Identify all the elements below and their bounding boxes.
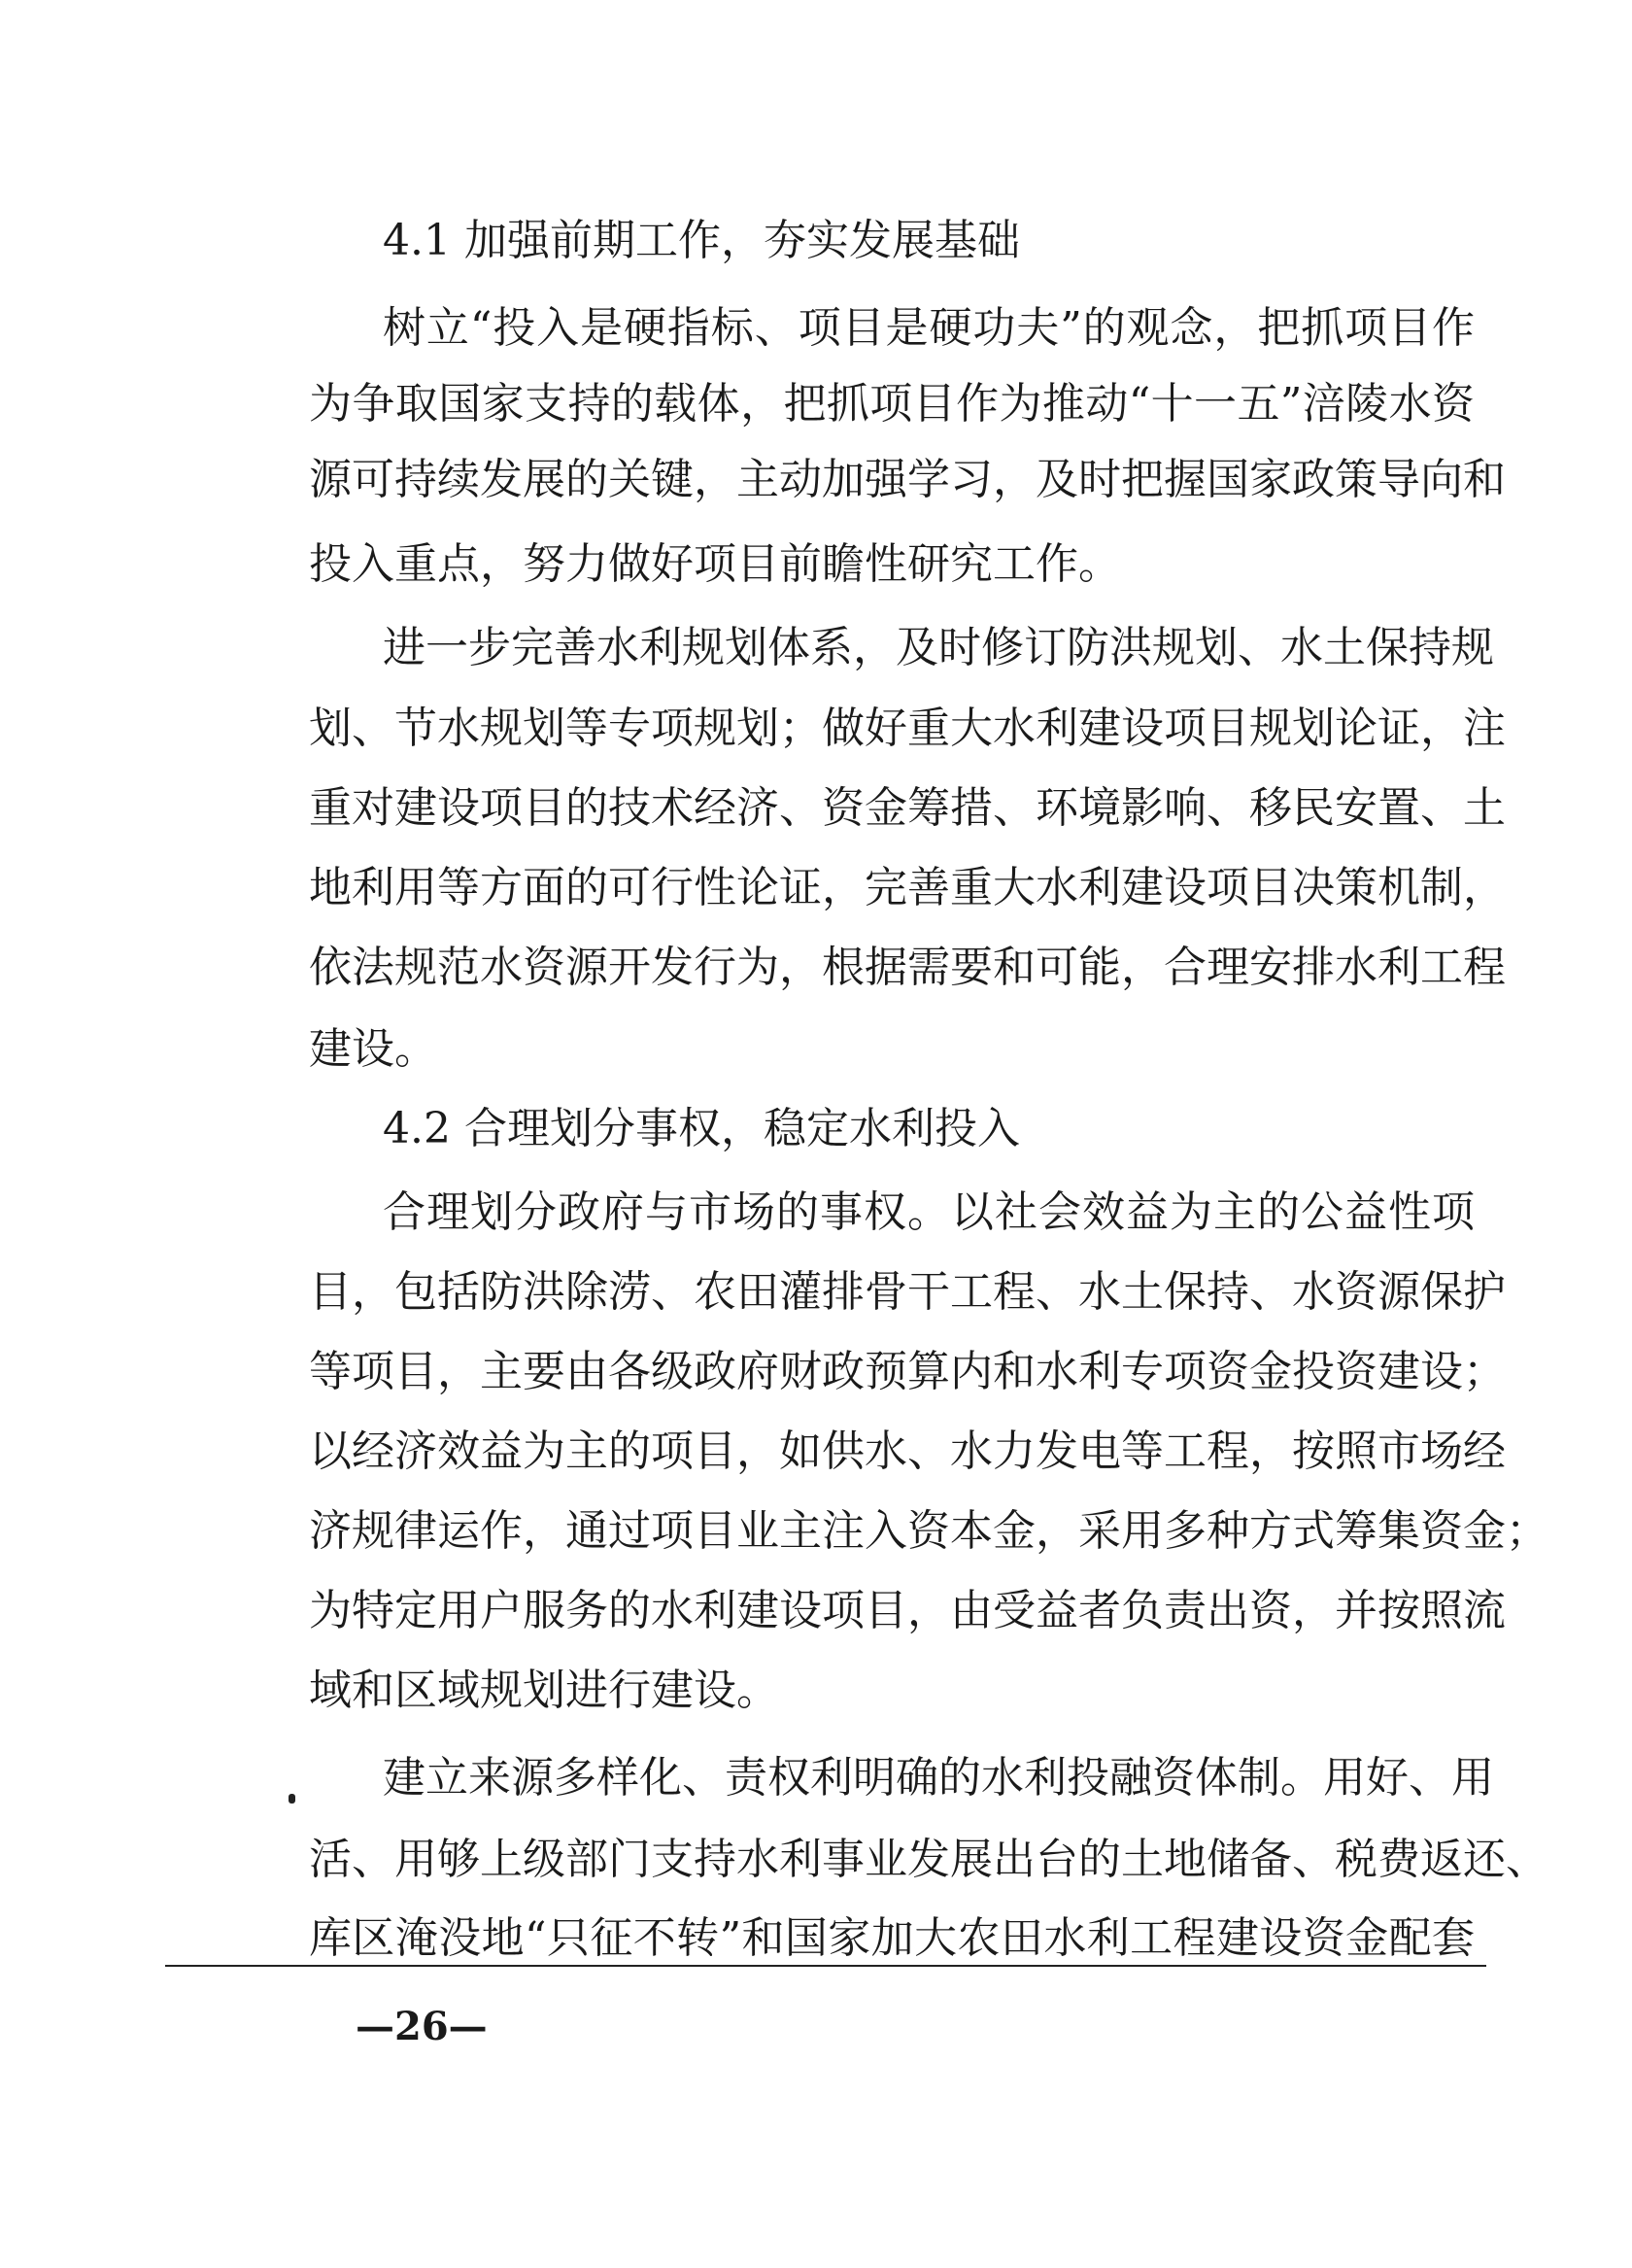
paragraph-line: 地利用等方面的可行性论证，完善重大水利建设项目决策机制， <box>309 863 1506 912</box>
paragraph-line: 域和区域规划进行建设。 <box>309 1666 779 1715</box>
paragraph-line: 建立来源多样化、责权利明确的水利投融资体制。用好、用 <box>383 1753 1494 1803</box>
paragraph-line: 投入重点，努力做好项目前瞻性研究工作。 <box>309 539 1121 589</box>
paragraph-line: 为争取国家支持的载体，把抓项目作为推动“十一五”涪陵水资 <box>309 379 1475 429</box>
paragraph-line: 以经济效益为主的项目，如供水、水力发电等工程，按照市场经 <box>309 1426 1506 1476</box>
paragraph-line: 重对建设项目的技术经济、资金筹措、环境影响、移民安置、土 <box>309 783 1506 833</box>
paragraph-line: 树立“投入是硬指标、项目是硬功夫”的观念，把抓项目作 <box>383 303 1475 353</box>
paragraph-line: 库区淹没地“只征不转”和国家加大农田水利工程建设资金配套 <box>309 1913 1475 1963</box>
paragraph-line: 进一步完善水利规划体系，及时修订防洪规划、水土保持规 <box>383 623 1494 672</box>
paragraph-line: 目，包括防洪除涝、农田灌排骨干工程、水土保持、水资源保护 <box>309 1267 1506 1317</box>
paragraph-line: 合理划分政府与市场的事权。以社会效益为主的公益性项 <box>383 1187 1475 1237</box>
paragraph-line: 等项目，主要由各级政府财政预算内和水利专项资金投资建设； <box>309 1347 1506 1396</box>
scan-mark <box>289 1794 295 1804</box>
footer-rule <box>165 1965 1486 1967</box>
paragraph-line: 源可持续发展的关键，主动加强学习，及时把握国家政策导向和 <box>309 455 1506 504</box>
section-heading: 4.2 合理划分事权，稳定水利投入 <box>383 1104 1020 1153</box>
paragraph-line: 济规律运作，通过项目业主注入资本金，采用多种方式筹集资金； <box>309 1506 1548 1556</box>
paragraph-line: 建设。 <box>309 1024 437 1074</box>
paragraph-line: 为特定用户服务的水利建设项目，由受益者负责出资，并按照流 <box>309 1586 1506 1635</box>
page-number: —26— <box>356 2004 488 2049</box>
paragraph-line: 活、用够上级部门支持水利事业发展出台的土地储备、税费返还、 <box>309 1835 1548 1884</box>
paragraph-line: 依法规范水资源开发行为，根据需要和可能，合理安排水利工程 <box>309 943 1506 992</box>
section-heading: 4.1 加强前期工作，夯实发展基础 <box>383 216 1020 265</box>
paragraph-line: 划、节水规划等专项规划；做好重大水利建设项目规划论证，注 <box>309 704 1506 753</box>
